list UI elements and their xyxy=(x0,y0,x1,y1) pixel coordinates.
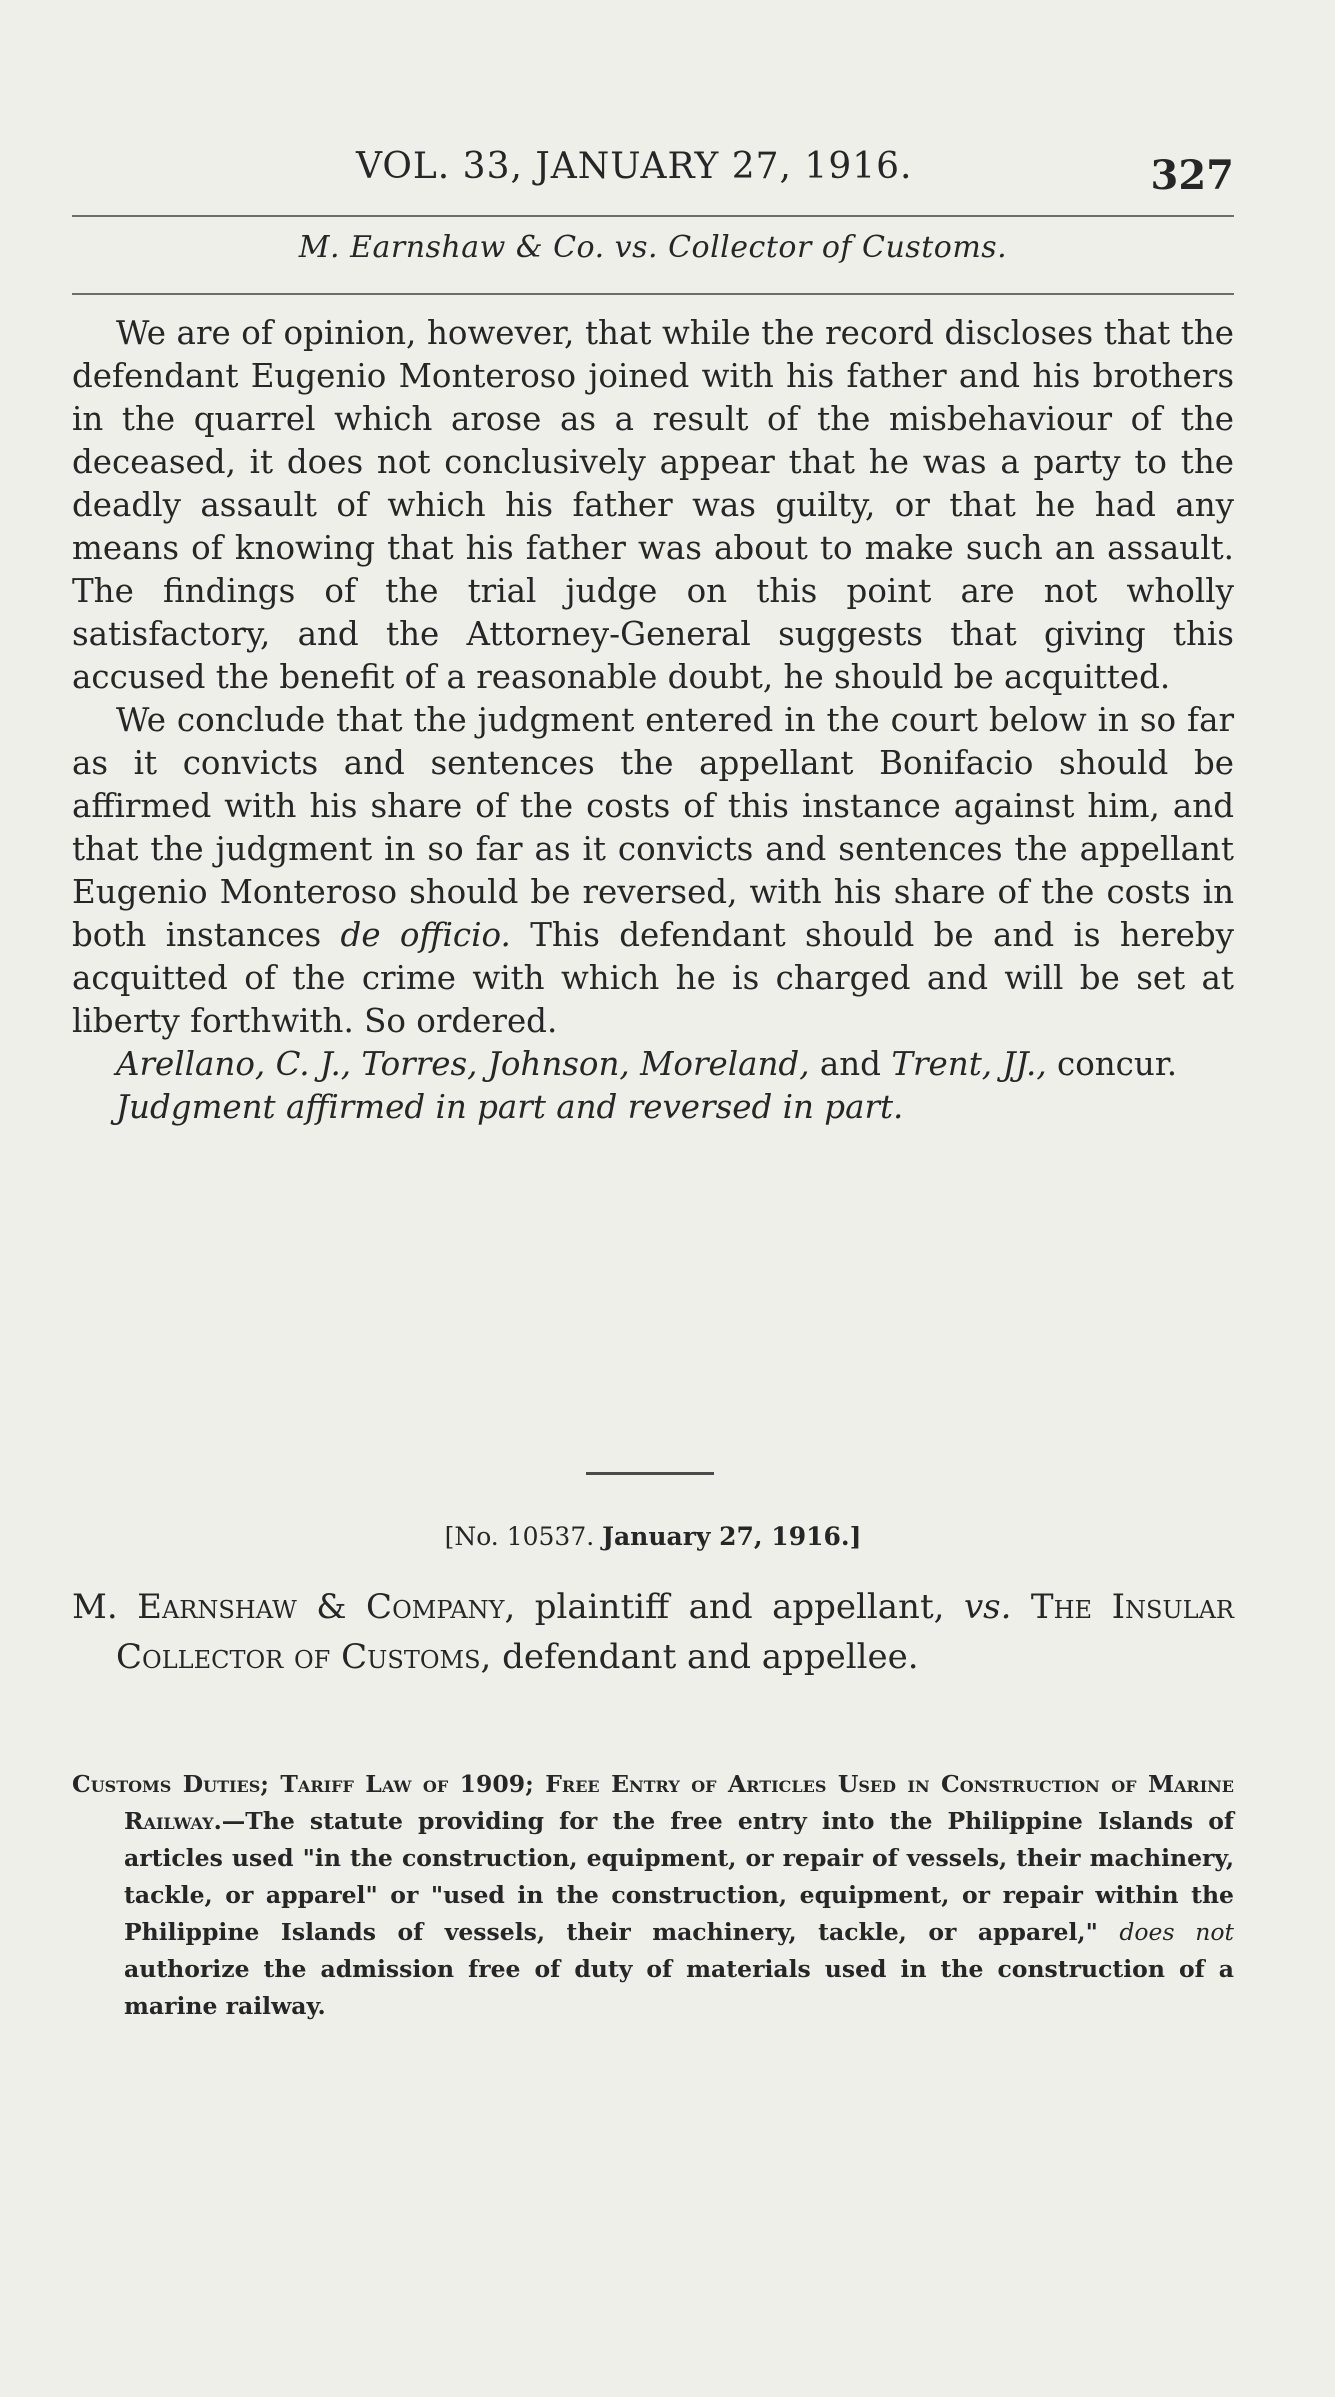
header-rule-bottom xyxy=(72,293,1234,295)
header-rule-top xyxy=(72,215,1234,217)
versus: vs. xyxy=(963,1587,1012,1627)
plaintiff-name: M. Earnshaw & Company, xyxy=(72,1587,516,1627)
case-title-text xyxy=(72,1582,1234,1682)
syllabus-does-not: does not xyxy=(1119,1918,1234,1946)
docket-date: January 27, 1916.] xyxy=(602,1522,862,1551)
syllabus-text-b: authorize the admission free of duty of materials used in the construction of a marine railway. xyxy=(124,1955,1234,2020)
concurrence-line xyxy=(72,1043,1234,1086)
running-head xyxy=(72,146,1234,206)
paragraph-opinion: We are of opinion, however, that while the record discloses that the defendant Eugenio Monteroso joined with his father and his brothers in the quarrel which arose as a result of the misbehaviour of the deceased, it does not conclusively appear that he was a party to the deadly assault of which his father was guilty, or that he had any means of knowing that his father was about to make such an assault. The findings of the trial judge on this point are not wholly satisfactory, and the Attorney-General suggests that giving this accused the benefit of a reasonable doubt, he should be acquitted. xyxy=(72,314,1234,696)
syllabus-topics: Customs Duties; Tariff Law of 1909; Free Entry of Articles Used in Construction of Marine Railway. xyxy=(72,1770,1234,1835)
conclusion-text-a: We conclude that the judgment entered in the court below in so far as it convicts and sentences the appellant Bonifacio should be affirmed with his share of the costs of this instance against him, and that the judgment in so far as it convicts and sentences the appellant Eugenio Monteroso should be reversed, with his share of the costs in both instances xyxy=(72,701,1234,954)
disposition: Judgment affirmed in part and reversed in part. xyxy=(116,1088,904,1126)
syllabus xyxy=(72,1766,1234,2025)
page-number: 327 xyxy=(1150,152,1234,199)
justices-abbrev: JJ., xyxy=(1002,1045,1047,1083)
concur-word: concur. xyxy=(1046,1045,1178,1083)
justice-trent: Trent, xyxy=(891,1045,993,1083)
concurrence-and: and xyxy=(809,1045,892,1083)
defendant-name: The Insular Collector of Customs, xyxy=(116,1587,1235,1677)
section-divider xyxy=(586,1472,714,1475)
running-head-title: VOL. 33, JANUARY 27, 1916. xyxy=(356,146,913,187)
concurring-justices: Arellano, C. J., Torres, Johnson, Moreland, xyxy=(116,1045,810,1083)
syllabus-text-a: —The statute providing for the free entry into the Philippine Islands of articles used "in the construction, equipment, or repair of vessels, their machinery, tackle, or apparel" or "used in the construction, equipment, or repair within the Philippine Islands of vessels, their machinery, tackle, or apparel," xyxy=(124,1807,1234,1946)
docket-line xyxy=(72,1522,1234,1551)
de-officio-term: de officio. xyxy=(340,916,511,954)
case-title xyxy=(72,1582,1234,1682)
paragraph-conclusion xyxy=(72,699,1234,1043)
plaintiff-role: plaintiff and appellant, xyxy=(515,1587,964,1627)
defendant-role: defendant and appellee. xyxy=(491,1637,919,1677)
case-header: M. Earnshaw & Co. vs. Collector of Customs. xyxy=(298,230,1008,265)
opinion-body xyxy=(72,312,1234,1129)
conclusion-text-b: This defendant should be and is hereby acquitted of the crime with which he is charged and will be set at liberty forthwith. So ordered. xyxy=(72,916,1234,1040)
docket-number: [No. 10537. xyxy=(444,1522,595,1551)
